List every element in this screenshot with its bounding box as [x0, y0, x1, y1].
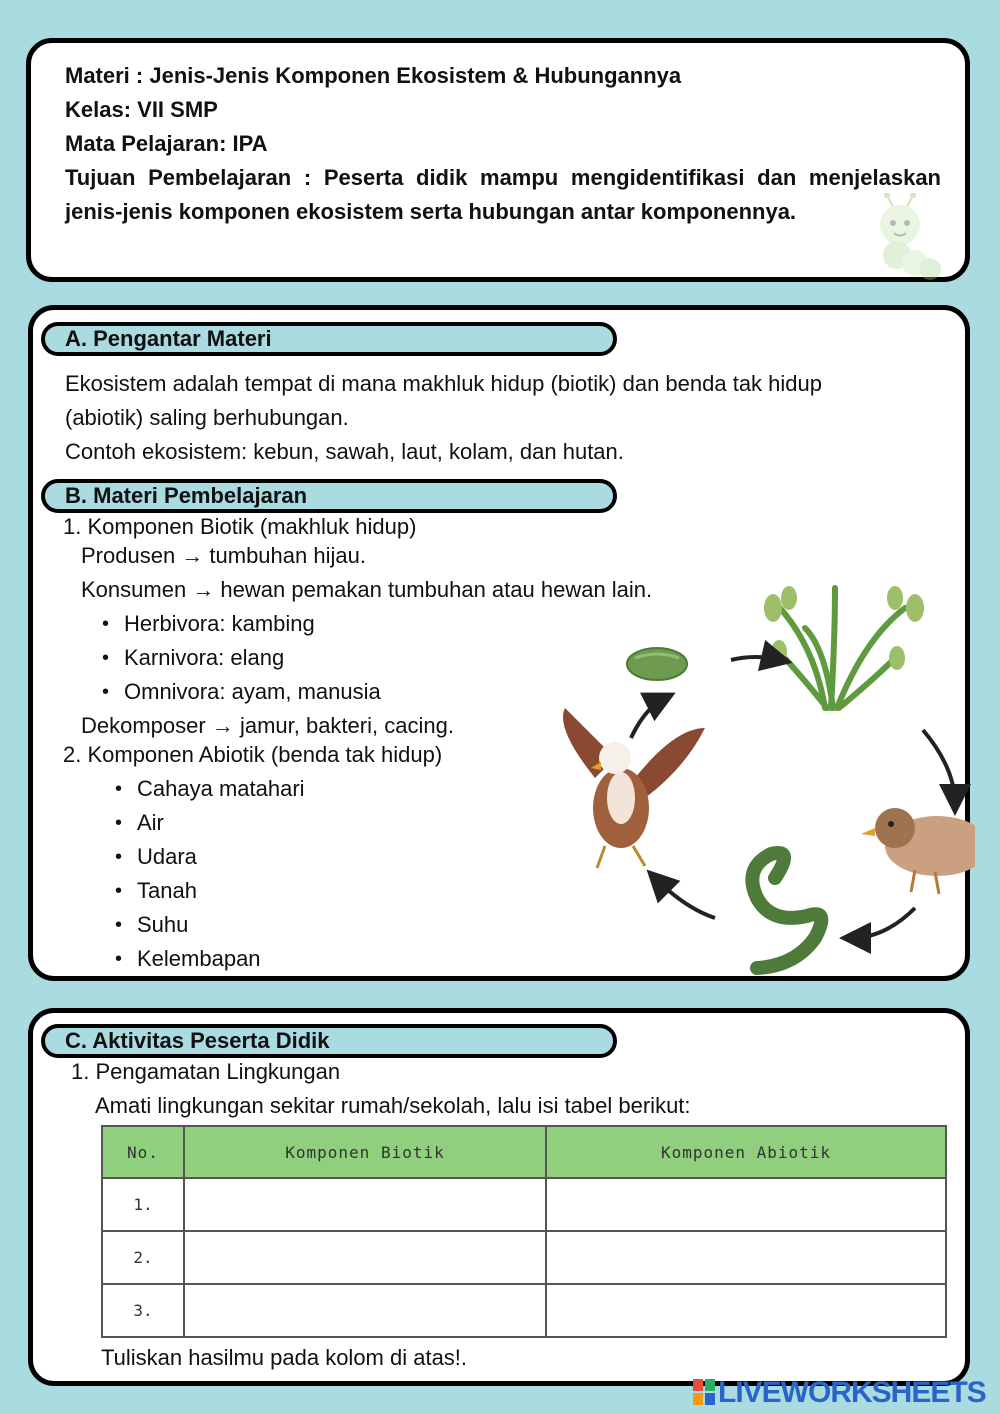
intro-line-3: Contoh ekosistem: kebun, sawah, laut, kolam, dan hutan.	[65, 439, 624, 464]
liveworksheets-icon	[693, 1379, 715, 1405]
konsumen-text: Konsumen → hewan pemakan tumbuhan atau hewan lain.	[81, 577, 653, 602]
abiotik-item: • Tanah	[137, 874, 197, 908]
food-chain-diagram	[535, 578, 975, 978]
row-number: 3.	[102, 1284, 184, 1337]
abiotik-item: • Kelembapan	[137, 942, 261, 976]
mapel-label: Mata Pelajaran: IPA	[65, 131, 268, 156]
chicken-icon	[861, 808, 975, 894]
abiotik-item: • Cahaya matahari	[137, 772, 305, 806]
konsumen-item: • Karnivora: elang	[124, 641, 284, 675]
liveworksheets-logo	[693, 1376, 986, 1410]
konsumen-item: • Omnivora: ayam, manusia	[124, 675, 381, 709]
section-c-title: C. Aktivitas Peserta Didik	[41, 1024, 617, 1058]
abiotik-item: • Air	[137, 806, 164, 840]
abiotik-answer-cell[interactable]	[546, 1231, 946, 1284]
abiotik-item: • Udara	[137, 840, 197, 874]
table-header-row	[102, 1126, 946, 1178]
biotik-answer-cell[interactable]	[184, 1178, 546, 1231]
section-b-title: B. Materi Pembelajaran	[41, 479, 617, 513]
materi-title: Materi : Jenis-Jenis Komponen Ekosistem & Hubungannya	[65, 63, 682, 88]
table-row	[102, 1284, 946, 1337]
intro-line-2: (abiotik) saling berhubungan.	[65, 405, 349, 430]
header-card	[26, 38, 970, 282]
section-a-title: A. Pengantar Materi	[41, 322, 617, 356]
abiotik-item: • Suhu	[137, 908, 188, 942]
row-number: 2.	[102, 1231, 184, 1284]
table-header-biotik: Komponen Biotik	[184, 1126, 546, 1178]
watermark-text: LIVEWORKSHEETS	[718, 1376, 986, 1409]
biotik-answer-cell[interactable]	[184, 1284, 546, 1337]
kelas-label: Kelas: VII SMP	[65, 97, 218, 122]
table-row	[102, 1178, 946, 1231]
intro-line-1: Ekosistem adalah tempat di mana makhluk hidup (biotik) dan benda tak hidup	[65, 371, 823, 396]
cycle-arrows	[631, 657, 955, 938]
caterpillar-icon	[627, 648, 687, 680]
tujuan-text: Tujuan Pembelajaran : Peserta didik mampu mengidentifikasi dan menjelaskan jenis-jenis komponen ekosistem serta hubungan antar komponennya.	[65, 165, 941, 224]
abiotik-answer-cell[interactable]	[546, 1284, 946, 1337]
aktivitas-instruction: Amati lingkungan sekitar rumah/sekolah, lalu isi tabel berikut:	[95, 1093, 691, 1118]
abiotik-heading: 2. Komponen Abiotik (benda tak hidup)	[63, 742, 443, 767]
row-number: 1.	[102, 1178, 184, 1231]
biotik-answer-cell[interactable]	[184, 1231, 546, 1284]
dekomposer-text: Dekomposer → jamur, bakteri, cacing.	[81, 713, 454, 738]
caterpillar-icon	[867, 193, 943, 281]
aktivitas-subheading: 1. Pengamatan Lingkungan	[71, 1059, 341, 1084]
observation-table	[101, 1125, 947, 1338]
aktivitas-card	[28, 1008, 970, 1386]
table-row	[102, 1231, 946, 1284]
abiotik-answer-cell[interactable]	[546, 1178, 946, 1231]
produsen-text: Produsen → tumbuhan hijau.	[81, 543, 366, 568]
table-header-no: No.	[102, 1126, 184, 1178]
table-header-abiotik: Komponen Abiotik	[546, 1126, 946, 1178]
biotik-heading: 1. Komponen Biotik (makhluk hidup)	[63, 514, 417, 539]
konsumen-item: • Herbivora: kambing	[124, 607, 315, 641]
aktivitas-footer: Tuliskan hasilmu pada kolom di atas!.	[101, 1345, 468, 1370]
snake-icon	[752, 853, 821, 968]
materi-card	[28, 305, 970, 981]
